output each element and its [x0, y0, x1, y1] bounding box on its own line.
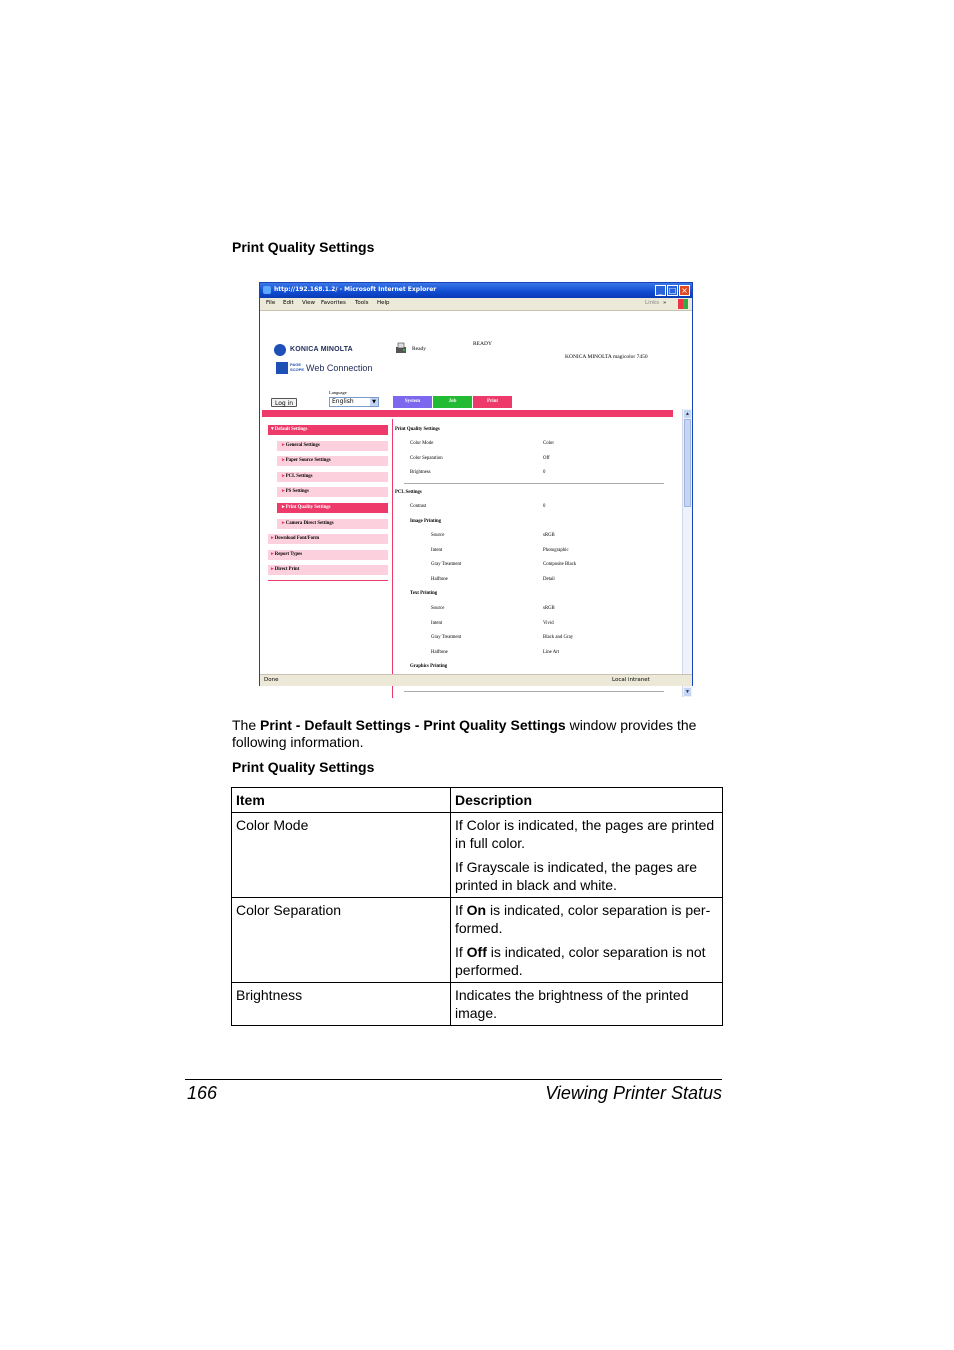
color-separation-label: Color Separation [410, 456, 443, 461]
vertical-scrollbar[interactable] [682, 409, 692, 697]
links-label[interactable]: Links [645, 300, 660, 306]
table-cell-description: If Color is indicated, the pages are printed in full color. If Grayscale is indicated, the pages are printed in black and white. [451, 813, 723, 898]
section-heading: Print Quality Settings [232, 239, 375, 255]
table-cell-description: Indicates the brightness of the printed image. [451, 983, 723, 1026]
logo-globe-icon [274, 344, 286, 356]
menu-tools[interactable]: Tools [355, 300, 369, 306]
menu-help[interactable]: Help [377, 300, 390, 306]
tab-system[interactable]: System [393, 396, 432, 408]
nav-ps-settings[interactable]: ►PS Settings [277, 487, 388, 497]
brightness-label: Brightness [410, 470, 431, 475]
triangle-right-icon: ► [281, 521, 286, 526]
tab-print[interactable]: Print [473, 396, 512, 408]
column-divider [392, 419, 393, 698]
table-cell-item: Color Separation [232, 898, 451, 983]
ie-icon [263, 286, 271, 294]
maximize-icon[interactable]: □ [668, 286, 677, 295]
menu-view[interactable]: View [302, 300, 316, 306]
brightness-value: 0 [543, 470, 546, 475]
column-header-description: Description [451, 788, 723, 813]
image-halftone-value: Detail [543, 577, 555, 582]
windows-logo-icon [678, 299, 688, 309]
text-intent-label: Intent [431, 621, 443, 626]
table-cell-item: Color Mode [232, 813, 451, 898]
image-halftone-label: Halftone [431, 577, 448, 582]
image-source-label: Source [431, 533, 445, 538]
menu-bar [260, 298, 692, 311]
image-gray-value: Composite Black [543, 562, 577, 567]
text-source-label: Source [431, 606, 445, 611]
chevron-down-icon: ▼ [370, 398, 378, 406]
scroll-up-icon[interactable]: ▲ [685, 411, 690, 417]
close-icon[interactable]: × [679, 285, 690, 296]
image-intent-value: Photographic [543, 548, 569, 553]
image-gray-label: Gray Treatment [431, 562, 462, 567]
graphics-printing-heading: Graphics Printing [410, 664, 448, 669]
language-select[interactable]: English ▼ [329, 397, 379, 407]
nav-pcl-settings[interactable]: ►PCL Settings [277, 472, 388, 482]
text-source-value: sRGB [543, 606, 555, 611]
menu-edit[interactable]: Edit [283, 300, 294, 306]
contrast-value: 0 [543, 504, 546, 509]
window-title: http://192.168.1.2/ - Microsoft Internet Explorer [274, 286, 437, 293]
intro-paragraph: The Print - Default Settings - Print Quality Settings window provides the following information. [232, 717, 697, 750]
pagescope-icon [276, 362, 288, 374]
triangle-right-icon: ► [281, 505, 286, 510]
text-gray-label: Gray Treatment [431, 635, 462, 640]
settings-table [231, 787, 723, 1026]
table-row [232, 898, 723, 983]
triangle-right-icon: ► [270, 567, 275, 572]
nav-print-quality-settings[interactable]: ►Print Quality Settings [277, 503, 388, 513]
pq-heading: Print Quality Settings [395, 427, 440, 432]
triangle-right-icon: ► [270, 536, 275, 541]
triangle-right-icon: ► [270, 552, 275, 557]
text-halftone-value: Line Art [543, 650, 560, 655]
nav-download-font-form[interactable]: ►Download Font/Form [268, 534, 388, 544]
nav-direct-print[interactable]: ►Direct Print [268, 565, 388, 575]
contrast-label: Contrast [410, 504, 427, 509]
triangle-right-icon: ► [281, 474, 286, 479]
color-mode-value: Color [543, 441, 554, 446]
scroll-down-icon[interactable]: ▼ [685, 689, 690, 695]
text-intent-value: Vivid [543, 621, 554, 626]
section-divider [404, 483, 664, 484]
language-label: Language [329, 390, 347, 395]
page-content: KONICA MINOLTA PAGE SCOPE Web Connection Ready READY KONICA MINOLTA magicolor 7450 Log in Language English ▼ System Job Print ▼Default Settings ►General Settings ►Paper Source Settings ►PCL Settings ►PS Settings ►Print Quality Settings ►Camera Direct Settings ►Download Font/Form ►Report Types ►Direct Print Print Quality Settings Color Mode Color Color Separation Off Brightness 0 PCL Settings Contrast 0 Image Printing Source sRGB Intent Photographic Gray Treatment Composite Black Halftone Detail Text Printing Source sRGB Intent Vivid Gray Treatment Black and Gray Halftone Line Art Graphics Printing ▲ ▼ [260, 311, 692, 674]
triangle-right-icon: ► [281, 458, 286, 463]
color-mode-label: Color Mode [410, 441, 434, 446]
browser-screenshot [259, 282, 693, 695]
text-halftone-label: Halftone [431, 650, 448, 655]
image-printing-heading: Image Printing [410, 519, 442, 524]
status-done: Done [264, 677, 279, 683]
section-divider [404, 691, 664, 692]
tab-job[interactable]: Job [433, 396, 472, 408]
nav-camera-direct-settings[interactable]: ►Camera Direct Settings [277, 519, 388, 529]
menu-favorites[interactable]: Favorites [321, 300, 346, 306]
column-header-item: Item [232, 788, 451, 813]
scroll-thumb[interactable] [684, 419, 691, 507]
table-row [232, 983, 723, 1026]
nav-divider [268, 580, 388, 581]
triangle-right-icon: ► [281, 489, 286, 494]
minimize-icon[interactable]: _ [655, 285, 666, 296]
status-zone: Local intranet [612, 677, 650, 683]
nav-general-settings[interactable]: ►General Settings [277, 441, 388, 451]
login-button[interactable]: Log in [271, 398, 297, 407]
table-header-row [232, 788, 723, 813]
ready-label: Ready [412, 346, 427, 352]
footer-rule [185, 1079, 722, 1080]
table-heading: Print Quality Settings [232, 759, 375, 775]
links-chevron-icon[interactable]: » [663, 300, 667, 306]
header-divider [262, 410, 673, 417]
page-number: 166 [187, 1083, 218, 1103]
pcl-heading: PCL Settings [395, 490, 422, 495]
model-name: KONICA MINOLTA magicolor 7450 [565, 354, 648, 360]
table-row [232, 813, 723, 898]
nav-default-settings[interactable]: ▼Default Settings [268, 425, 388, 435]
device-status: READY [473, 341, 492, 347]
triangle-right-icon: ► [281, 443, 286, 448]
nav-report-types[interactable]: ►Report Types [268, 550, 388, 560]
status-bar [260, 674, 692, 686]
footer-section-title: Viewing Printer Status [545, 1083, 722, 1103]
color-separation-value: Off [543, 456, 550, 461]
web-connection-title: Web Connection [306, 363, 373, 373]
menu-file[interactable]: File [266, 300, 276, 306]
text-gray-value: Black and Gray [543, 635, 574, 640]
image-intent-label: Intent [431, 548, 443, 553]
text-printing-heading: Text Printing [410, 591, 438, 596]
nav-paper-source-settings[interactable]: ►Paper Source Settings [277, 456, 388, 466]
image-source-value: sRGB [543, 533, 555, 538]
table-cell-item: Brightness [232, 983, 451, 1026]
title-bar [260, 283, 692, 298]
printer-icon [394, 341, 408, 355]
table-cell-description: If On is indicated, color separation is per-formed. If Off is indicated, color separation is not performed. [451, 898, 723, 983]
